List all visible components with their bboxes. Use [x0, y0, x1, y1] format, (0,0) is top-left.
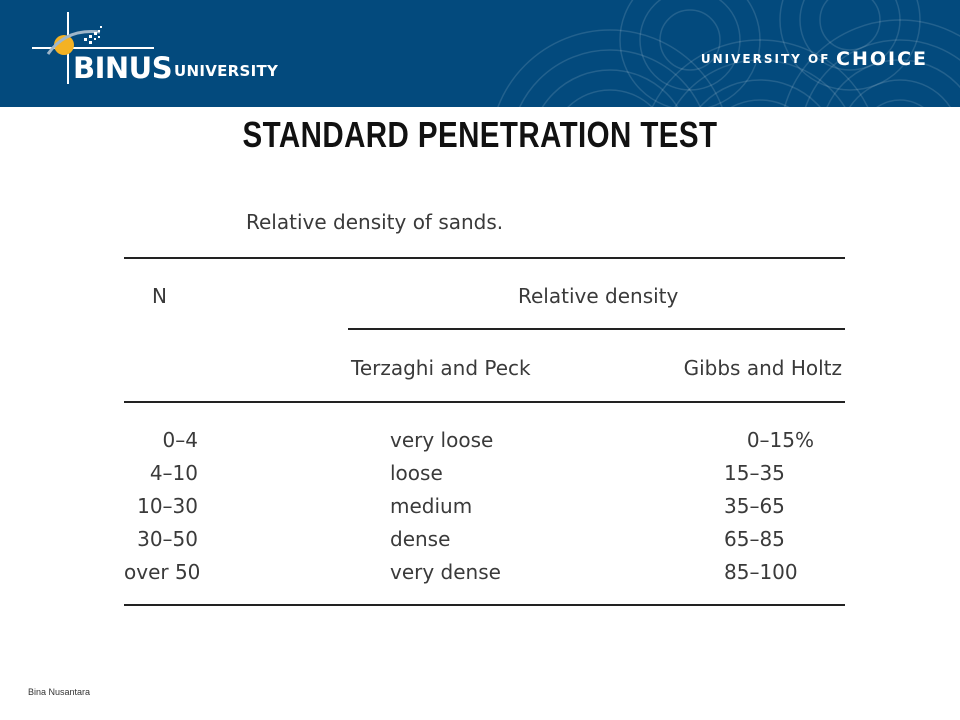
table-top-rule	[124, 257, 845, 259]
header-gibbs-holtz: Gibbs and Holtz	[683, 356, 842, 380]
table-cell-gibbs: 65–85	[724, 527, 785, 551]
header-band	[0, 0, 960, 107]
logo-suffix-text: UNIVERSITY	[174, 62, 279, 80]
tagline-emphasis: CHOICE	[836, 48, 928, 70]
table-cell-terzaghi: loose	[390, 461, 443, 485]
table-cell-terzaghi: very loose	[390, 428, 494, 452]
table-cell-gibbs: 0–15%	[746, 428, 814, 452]
tagline	[701, 48, 928, 70]
table-caption: Relative density of sands.	[246, 210, 504, 234]
table-cell-gibbs: 35–65	[724, 494, 785, 518]
header-n: N	[152, 284, 167, 308]
group-header-rule	[348, 328, 845, 330]
table-cell-n: 10–30	[137, 494, 198, 518]
table-cell-terzaghi: dense	[390, 527, 451, 551]
tagline-prefix: UNIVERSITY OF	[700, 52, 831, 66]
table-cell-n: 4–10	[149, 461, 198, 485]
table-bottom-rule	[124, 604, 845, 606]
table-cell-n: over 50	[124, 560, 201, 584]
table-cell-gibbs: 85–100	[724, 560, 798, 584]
logo-brand-text: BINUS	[73, 51, 173, 85]
header-bottom-rule	[124, 401, 845, 403]
footer-text: Bina Nusantara	[28, 687, 91, 697]
table-cell-gibbs: 15–35	[724, 461, 785, 485]
table-cell-n: 30–50	[137, 527, 198, 551]
slide-title: STANDARD PENETRATION TEST	[242, 114, 718, 155]
table-cell-terzaghi: medium	[390, 494, 473, 518]
table-cell-n: 0–4	[162, 428, 198, 452]
header-terzaghi-peck: Terzaghi and Peck	[351, 356, 531, 380]
table-cell-terzaghi: very dense	[390, 560, 501, 584]
header-relative-density: Relative density	[518, 284, 679, 308]
binus-university-logo[interactable]	[26, 8, 286, 98]
